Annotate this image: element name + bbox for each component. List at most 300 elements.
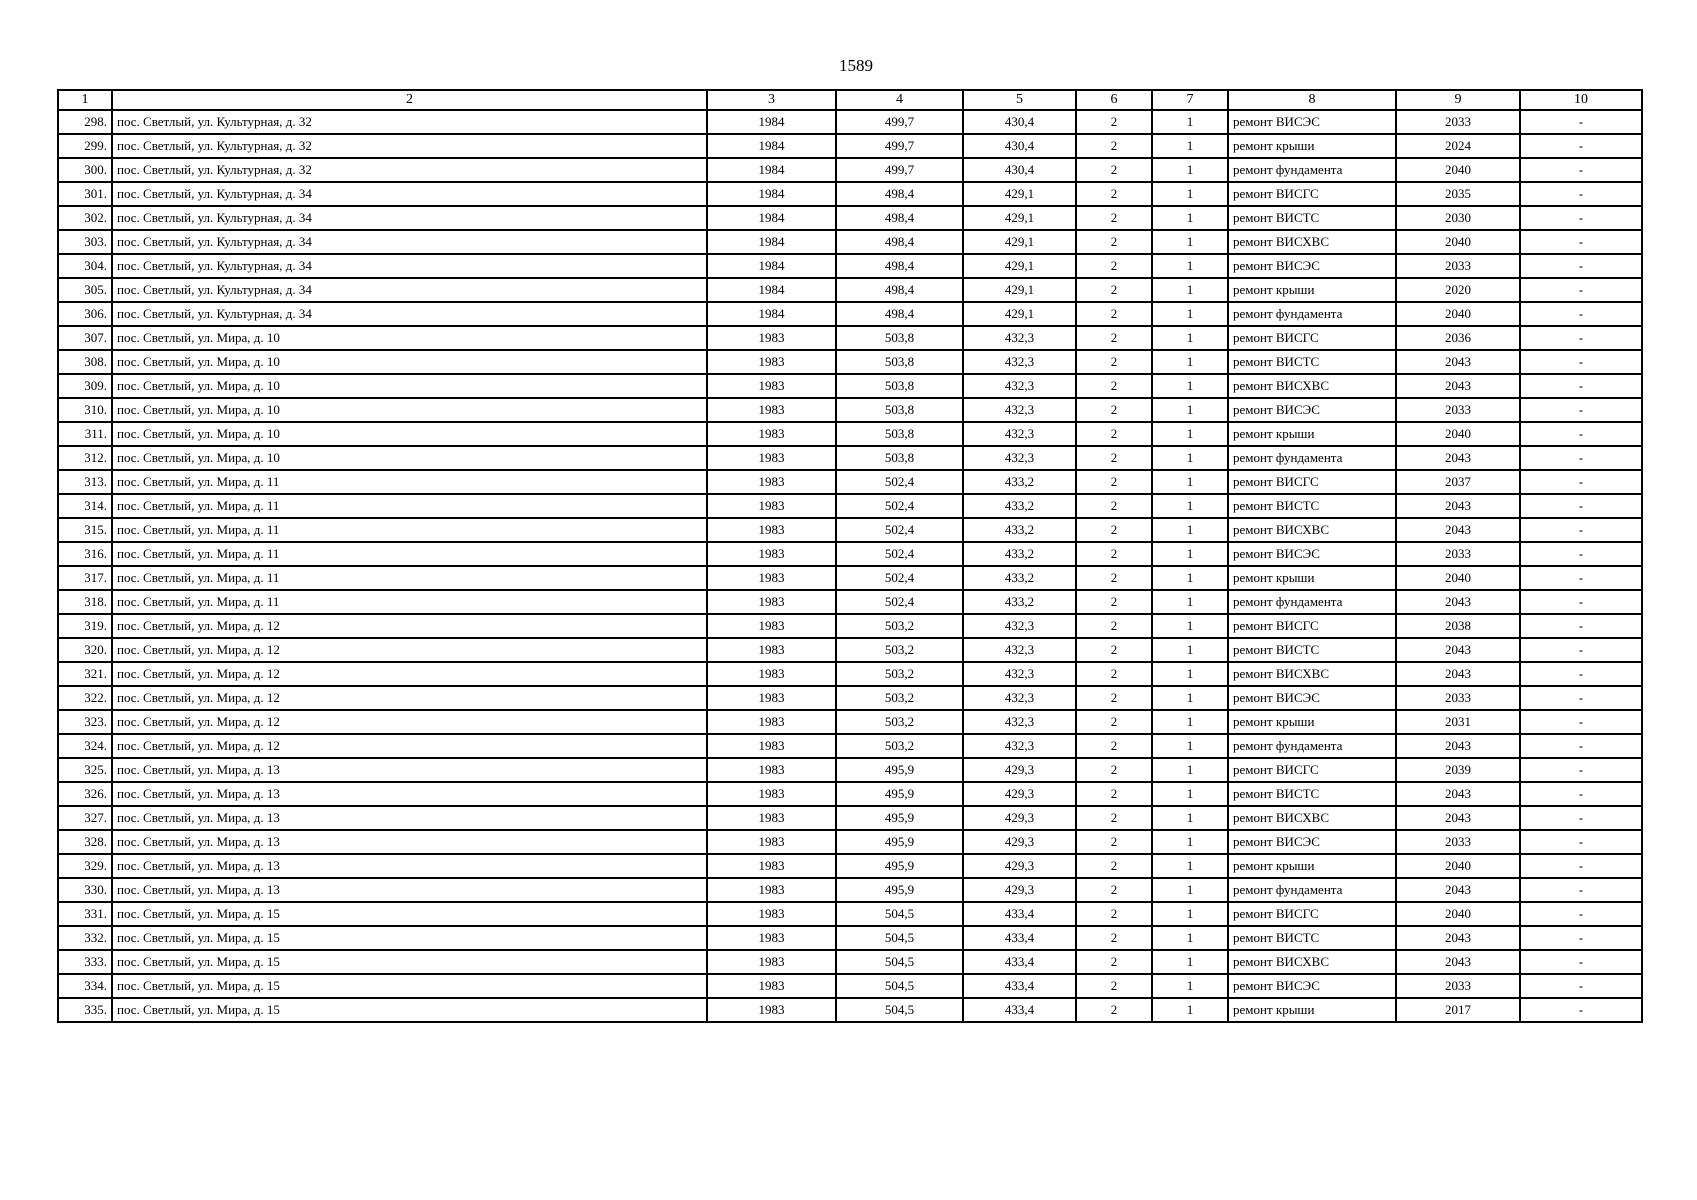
cell-planned-year: 2040: [1396, 302, 1520, 326]
cell-year-built: 1983: [707, 350, 836, 374]
cell-cell-10: -: [1520, 662, 1642, 686]
cell-row-number: 322.: [58, 686, 112, 710]
cell-living-area: 433,4: [963, 902, 1076, 926]
cell-entrances: 1: [1152, 734, 1228, 758]
cell-floors: 2: [1076, 542, 1152, 566]
cell-year-built: 1983: [707, 590, 836, 614]
page-number: 1589: [839, 56, 873, 75]
cell-floors: 2: [1076, 566, 1152, 590]
cell-cell-10: -: [1520, 590, 1642, 614]
col-header-9: 9: [1396, 90, 1520, 110]
cell-year-built: 1983: [707, 638, 836, 662]
col-header-6: 6: [1076, 90, 1152, 110]
cell-floors: 2: [1076, 926, 1152, 950]
cell-year-built: 1983: [707, 878, 836, 902]
cell-entrances: 1: [1152, 806, 1228, 830]
cell-cell-10: -: [1520, 350, 1642, 374]
cell-floors: 2: [1076, 422, 1152, 446]
cell-floors: 2: [1076, 206, 1152, 230]
cell-address: пос. Светлый, ул. Культурная, д. 34: [112, 206, 707, 230]
cell-total-area: 503,8: [836, 398, 963, 422]
cell-cell-10: -: [1520, 374, 1642, 398]
table-row: [58, 758, 1642, 782]
cell-living-area: 429,3: [963, 830, 1076, 854]
register-table: [57, 89, 1643, 1023]
cell-address: пос. Светлый, ул. Мира, д. 11: [112, 542, 707, 566]
cell-year-built: 1983: [707, 998, 836, 1022]
table-row: [58, 614, 1642, 638]
cell-entrances: 1: [1152, 278, 1228, 302]
cell-floors: 2: [1076, 110, 1152, 134]
cell-planned-year: 2043: [1396, 518, 1520, 542]
table-row: [58, 734, 1642, 758]
cell-living-area: 432,3: [963, 638, 1076, 662]
cell-work-type: ремонт ВИСХВС: [1228, 374, 1396, 398]
cell-cell-10: -: [1520, 278, 1642, 302]
col-header-10: 10: [1520, 90, 1642, 110]
cell-floors: 2: [1076, 302, 1152, 326]
cell-cell-10: -: [1520, 782, 1642, 806]
col-header-3: 3: [707, 90, 836, 110]
cell-entrances: 1: [1152, 758, 1228, 782]
cell-total-area: 502,4: [836, 590, 963, 614]
cell-work-type: ремонт ВИСЭС: [1228, 686, 1396, 710]
cell-row-number: 306.: [58, 302, 112, 326]
cell-year-built: 1984: [707, 158, 836, 182]
cell-living-area: 429,3: [963, 854, 1076, 878]
cell-row-number: 335.: [58, 998, 112, 1022]
cell-row-number: 308.: [58, 350, 112, 374]
cell-planned-year: 2024: [1396, 134, 1520, 158]
cell-entrances: 1: [1152, 422, 1228, 446]
cell-work-type: ремонт ВИСТС: [1228, 926, 1396, 950]
cell-floors: 2: [1076, 590, 1152, 614]
table-row: [58, 686, 1642, 710]
cell-year-built: 1983: [707, 518, 836, 542]
cell-address: пос. Светлый, ул. Мира, д. 12: [112, 614, 707, 638]
cell-total-area: 502,4: [836, 518, 963, 542]
cell-total-area: 502,4: [836, 470, 963, 494]
cell-total-area: 503,8: [836, 422, 963, 446]
cell-floors: 2: [1076, 782, 1152, 806]
cell-work-type: ремонт ВИСЭС: [1228, 542, 1396, 566]
cell-work-type: ремонт ВИСЭС: [1228, 830, 1396, 854]
cell-total-area: 503,8: [836, 326, 963, 350]
cell-work-type: ремонт ВИСГС: [1228, 326, 1396, 350]
table-row: [58, 158, 1642, 182]
cell-row-number: 318.: [58, 590, 112, 614]
cell-planned-year: 2033: [1396, 974, 1520, 998]
cell-address: пос. Светлый, ул. Мира, д. 12: [112, 662, 707, 686]
cell-cell-10: -: [1520, 542, 1642, 566]
cell-floors: 2: [1076, 830, 1152, 854]
cell-total-area: 498,4: [836, 278, 963, 302]
cell-total-area: 503,8: [836, 350, 963, 374]
cell-cell-10: -: [1520, 470, 1642, 494]
cell-total-area: 503,2: [836, 662, 963, 686]
cell-living-area: 432,3: [963, 734, 1076, 758]
table-row: [58, 950, 1642, 974]
cell-row-number: 328.: [58, 830, 112, 854]
cell-row-number: 304.: [58, 254, 112, 278]
cell-entrances: 1: [1152, 902, 1228, 926]
cell-planned-year: 2043: [1396, 662, 1520, 686]
cell-address: пос. Светлый, ул. Мира, д. 10: [112, 422, 707, 446]
cell-row-number: 303.: [58, 230, 112, 254]
cell-work-type: ремонт фундамента: [1228, 734, 1396, 758]
cell-year-built: 1983: [707, 974, 836, 998]
table-row: [58, 518, 1642, 542]
cell-floors: 2: [1076, 398, 1152, 422]
cell-address: пос. Светлый, ул. Мира, д. 12: [112, 734, 707, 758]
cell-planned-year: 2020: [1396, 278, 1520, 302]
cell-work-type: ремонт крыши: [1228, 422, 1396, 446]
cell-entrances: 1: [1152, 158, 1228, 182]
cell-total-area: 499,7: [836, 110, 963, 134]
cell-planned-year: 2033: [1396, 542, 1520, 566]
cell-living-area: 432,3: [963, 326, 1076, 350]
cell-entrances: 1: [1152, 446, 1228, 470]
cell-total-area: 504,5: [836, 974, 963, 998]
cell-planned-year: 2040: [1396, 902, 1520, 926]
cell-cell-10: -: [1520, 734, 1642, 758]
cell-living-area: 429,1: [963, 254, 1076, 278]
cell-total-area: 503,2: [836, 686, 963, 710]
cell-planned-year: 2043: [1396, 926, 1520, 950]
table-row: [58, 254, 1642, 278]
cell-row-number: 320.: [58, 638, 112, 662]
cell-total-area: 502,4: [836, 494, 963, 518]
cell-cell-10: -: [1520, 974, 1642, 998]
cell-total-area: 504,5: [836, 950, 963, 974]
cell-work-type: ремонт крыши: [1228, 854, 1396, 878]
cell-address: пос. Светлый, ул. Мира, д. 15: [112, 998, 707, 1022]
cell-row-number: 330.: [58, 878, 112, 902]
cell-entrances: 1: [1152, 566, 1228, 590]
cell-address: пос. Светлый, ул. Мира, д. 10: [112, 350, 707, 374]
cell-entrances: 1: [1152, 638, 1228, 662]
cell-work-type: ремонт крыши: [1228, 278, 1396, 302]
col-header-8: 8: [1228, 90, 1396, 110]
cell-floors: 2: [1076, 254, 1152, 278]
cell-cell-10: -: [1520, 950, 1642, 974]
cell-total-area: 498,4: [836, 182, 963, 206]
cell-address: пос. Светлый, ул. Культурная, д. 34: [112, 230, 707, 254]
cell-year-built: 1984: [707, 206, 836, 230]
cell-total-area: 498,4: [836, 230, 963, 254]
cell-cell-10: -: [1520, 494, 1642, 518]
cell-planned-year: 2037: [1396, 470, 1520, 494]
cell-living-area: 432,3: [963, 374, 1076, 398]
cell-floors: 2: [1076, 446, 1152, 470]
cell-year-built: 1983: [707, 422, 836, 446]
cell-total-area: 503,2: [836, 614, 963, 638]
table-row: [58, 926, 1642, 950]
table-row: [58, 806, 1642, 830]
cell-entrances: 1: [1152, 110, 1228, 134]
cell-work-type: ремонт ВИСЭС: [1228, 110, 1396, 134]
cell-entrances: 1: [1152, 230, 1228, 254]
cell-cell-10: -: [1520, 254, 1642, 278]
cell-cell-10: -: [1520, 422, 1642, 446]
cell-planned-year: 2038: [1396, 614, 1520, 638]
cell-living-area: 432,3: [963, 398, 1076, 422]
table-row: [58, 662, 1642, 686]
cell-living-area: 432,3: [963, 350, 1076, 374]
cell-address: пос. Светлый, ул. Мира, д. 13: [112, 854, 707, 878]
cell-cell-10: -: [1520, 806, 1642, 830]
cell-cell-10: -: [1520, 878, 1642, 902]
cell-cell-10: -: [1520, 686, 1642, 710]
cell-cell-10: -: [1520, 158, 1642, 182]
cell-work-type: ремонт ВИСЭС: [1228, 398, 1396, 422]
cell-work-type: ремонт ВИСХВС: [1228, 662, 1396, 686]
cell-row-number: 333.: [58, 950, 112, 974]
cell-entrances: 1: [1152, 206, 1228, 230]
cell-address: пос. Светлый, ул. Мира, д. 10: [112, 326, 707, 350]
cell-row-number: 311.: [58, 422, 112, 446]
cell-planned-year: 2036: [1396, 326, 1520, 350]
cell-floors: 2: [1076, 470, 1152, 494]
cell-address: пос. Светлый, ул. Культурная, д. 32: [112, 158, 707, 182]
header-row: [58, 90, 1642, 110]
cell-floors: 2: [1076, 182, 1152, 206]
cell-cell-10: -: [1520, 854, 1642, 878]
cell-year-built: 1983: [707, 662, 836, 686]
cell-total-area: 502,4: [836, 542, 963, 566]
cell-address: пос. Светлый, ул. Мира, д. 15: [112, 926, 707, 950]
cell-entrances: 1: [1152, 878, 1228, 902]
cell-address: пос. Светлый, ул. Мира, д. 11: [112, 566, 707, 590]
cell-entrances: 1: [1152, 710, 1228, 734]
cell-work-type: ремонт крыши: [1228, 566, 1396, 590]
table-row: [58, 566, 1642, 590]
cell-living-area: 429,3: [963, 878, 1076, 902]
cell-row-number: 327.: [58, 806, 112, 830]
cell-floors: 2: [1076, 350, 1152, 374]
cell-floors: 2: [1076, 878, 1152, 902]
cell-address: пос. Светлый, ул. Культурная, д. 34: [112, 254, 707, 278]
table-row: [58, 446, 1642, 470]
cell-living-area: 429,1: [963, 230, 1076, 254]
cell-living-area: 429,3: [963, 758, 1076, 782]
cell-year-built: 1983: [707, 830, 836, 854]
cell-address: пос. Светлый, ул. Мира, д. 12: [112, 686, 707, 710]
cell-year-built: 1984: [707, 302, 836, 326]
cell-planned-year: 2043: [1396, 446, 1520, 470]
cell-address: пос. Светлый, ул. Мира, д. 15: [112, 950, 707, 974]
cell-address: пос. Светлый, ул. Мира, д. 10: [112, 374, 707, 398]
cell-cell-10: -: [1520, 926, 1642, 950]
cell-row-number: 315.: [58, 518, 112, 542]
cell-floors: 2: [1076, 854, 1152, 878]
cell-row-number: 326.: [58, 782, 112, 806]
cell-living-area: 432,3: [963, 710, 1076, 734]
table-row: [58, 782, 1642, 806]
cell-work-type: ремонт фундамента: [1228, 302, 1396, 326]
cell-total-area: 503,2: [836, 710, 963, 734]
cell-address: пос. Светлый, ул. Мира, д. 12: [112, 710, 707, 734]
cell-year-built: 1984: [707, 278, 836, 302]
cell-work-type: ремонт ВИСТС: [1228, 206, 1396, 230]
cell-year-built: 1983: [707, 398, 836, 422]
cell-living-area: 429,1: [963, 302, 1076, 326]
cell-address: пос. Светлый, ул. Культурная, д. 34: [112, 302, 707, 326]
table-row: [58, 854, 1642, 878]
col-header-1: 1: [58, 90, 112, 110]
cell-year-built: 1983: [707, 854, 836, 878]
cell-year-built: 1983: [707, 686, 836, 710]
cell-work-type: ремонт ВИСХВС: [1228, 518, 1396, 542]
table-body: [58, 110, 1642, 1022]
cell-living-area: 433,4: [963, 974, 1076, 998]
cell-planned-year: 2033: [1396, 254, 1520, 278]
cell-planned-year: 2043: [1396, 638, 1520, 662]
cell-planned-year: 2040: [1396, 422, 1520, 446]
cell-living-area: 433,2: [963, 542, 1076, 566]
cell-planned-year: 2043: [1396, 734, 1520, 758]
cell-total-area: 499,7: [836, 134, 963, 158]
cell-floors: 2: [1076, 998, 1152, 1022]
cell-cell-10: -: [1520, 182, 1642, 206]
cell-floors: 2: [1076, 734, 1152, 758]
cell-total-area: 504,5: [836, 902, 963, 926]
cell-work-type: ремонт ВИСТС: [1228, 494, 1396, 518]
table-row: [58, 710, 1642, 734]
cell-planned-year: 2031: [1396, 710, 1520, 734]
cell-floors: 2: [1076, 230, 1152, 254]
cell-address: пос. Светлый, ул. Мира, д. 13: [112, 758, 707, 782]
cell-total-area: 498,4: [836, 206, 963, 230]
col-header-5: 5: [963, 90, 1076, 110]
cell-entrances: 1: [1152, 470, 1228, 494]
table-row: [58, 182, 1642, 206]
cell-total-area: 495,9: [836, 782, 963, 806]
cell-cell-10: -: [1520, 638, 1642, 662]
cell-entrances: 1: [1152, 518, 1228, 542]
cell-cell-10: -: [1520, 614, 1642, 638]
cell-year-built: 1983: [707, 326, 836, 350]
cell-work-type: ремонт крыши: [1228, 710, 1396, 734]
cell-entrances: 1: [1152, 374, 1228, 398]
cell-year-built: 1983: [707, 926, 836, 950]
cell-year-built: 1984: [707, 230, 836, 254]
cell-living-area: 433,4: [963, 926, 1076, 950]
cell-year-built: 1984: [707, 110, 836, 134]
cell-living-area: 433,4: [963, 950, 1076, 974]
cell-total-area: 498,4: [836, 254, 963, 278]
cell-cell-10: -: [1520, 710, 1642, 734]
cell-row-number: 334.: [58, 974, 112, 998]
cell-work-type: ремонт фундамента: [1228, 158, 1396, 182]
cell-living-area: 433,4: [963, 998, 1076, 1022]
cell-year-built: 1984: [707, 254, 836, 278]
cell-living-area: 429,3: [963, 782, 1076, 806]
cell-planned-year: 2040: [1396, 230, 1520, 254]
cell-floors: 2: [1076, 614, 1152, 638]
table-row: [58, 902, 1642, 926]
cell-planned-year: 2035: [1396, 182, 1520, 206]
cell-row-number: 323.: [58, 710, 112, 734]
cell-year-built: 1983: [707, 374, 836, 398]
cell-living-area: 430,4: [963, 158, 1076, 182]
cell-work-type: ремонт крыши: [1228, 134, 1396, 158]
cell-work-type: ремонт ВИСГС: [1228, 614, 1396, 638]
cell-floors: 2: [1076, 158, 1152, 182]
cell-entrances: 1: [1152, 998, 1228, 1022]
cell-work-type: ремонт ВИСХВС: [1228, 230, 1396, 254]
table-row: [58, 134, 1642, 158]
table-row: [58, 110, 1642, 134]
cell-row-number: 307.: [58, 326, 112, 350]
cell-address: пос. Светлый, ул. Культурная, д. 32: [112, 110, 707, 134]
cell-entrances: 1: [1152, 182, 1228, 206]
cell-total-area: 495,9: [836, 854, 963, 878]
cell-year-built: 1983: [707, 614, 836, 638]
cell-floors: 2: [1076, 710, 1152, 734]
cell-year-built: 1983: [707, 782, 836, 806]
cell-entrances: 1: [1152, 950, 1228, 974]
cell-row-number: 331.: [58, 902, 112, 926]
cell-address: пос. Светлый, ул. Культурная, д. 32: [112, 134, 707, 158]
table-row: [58, 638, 1642, 662]
cell-planned-year: 2043: [1396, 494, 1520, 518]
cell-living-area: 433,2: [963, 566, 1076, 590]
table-row: [58, 974, 1642, 998]
cell-row-number: 321.: [58, 662, 112, 686]
cell-row-number: 313.: [58, 470, 112, 494]
cell-entrances: 1: [1152, 134, 1228, 158]
cell-row-number: 305.: [58, 278, 112, 302]
cell-address: пос. Светлый, ул. Мира, д. 11: [112, 518, 707, 542]
cell-year-built: 1983: [707, 710, 836, 734]
table-row: [58, 206, 1642, 230]
cell-address: пос. Светлый, ул. Мира, д. 11: [112, 590, 707, 614]
cell-total-area: 495,9: [836, 878, 963, 902]
cell-address: пос. Светлый, ул. Мира, д. 11: [112, 494, 707, 518]
cell-year-built: 1983: [707, 542, 836, 566]
cell-planned-year: 2017: [1396, 998, 1520, 1022]
cell-row-number: 325.: [58, 758, 112, 782]
cell-living-area: 432,3: [963, 446, 1076, 470]
cell-address: пос. Светлый, ул. Мира, д. 12: [112, 638, 707, 662]
cell-floors: 2: [1076, 950, 1152, 974]
table-row: [58, 326, 1642, 350]
cell-cell-10: -: [1520, 326, 1642, 350]
cell-address: пос. Светлый, ул. Мира, д. 13: [112, 878, 707, 902]
cell-living-area: 429,1: [963, 206, 1076, 230]
cell-address: пос. Светлый, ул. Культурная, д. 34: [112, 182, 707, 206]
cell-row-number: 312.: [58, 446, 112, 470]
cell-row-number: 324.: [58, 734, 112, 758]
cell-address: пос. Светлый, ул. Культурная, д. 34: [112, 278, 707, 302]
cell-work-type: ремонт ВИСТС: [1228, 350, 1396, 374]
cell-planned-year: 2043: [1396, 878, 1520, 902]
cell-floors: 2: [1076, 374, 1152, 398]
cell-row-number: 317.: [58, 566, 112, 590]
table-row: [58, 350, 1642, 374]
cell-cell-10: -: [1520, 398, 1642, 422]
cell-planned-year: 2043: [1396, 374, 1520, 398]
cell-entrances: 1: [1152, 254, 1228, 278]
cell-row-number: 298.: [58, 110, 112, 134]
cell-entrances: 1: [1152, 326, 1228, 350]
cell-cell-10: -: [1520, 206, 1642, 230]
table-row: [58, 878, 1642, 902]
cell-entrances: 1: [1152, 686, 1228, 710]
table-row: [58, 398, 1642, 422]
table-row: [58, 374, 1642, 398]
